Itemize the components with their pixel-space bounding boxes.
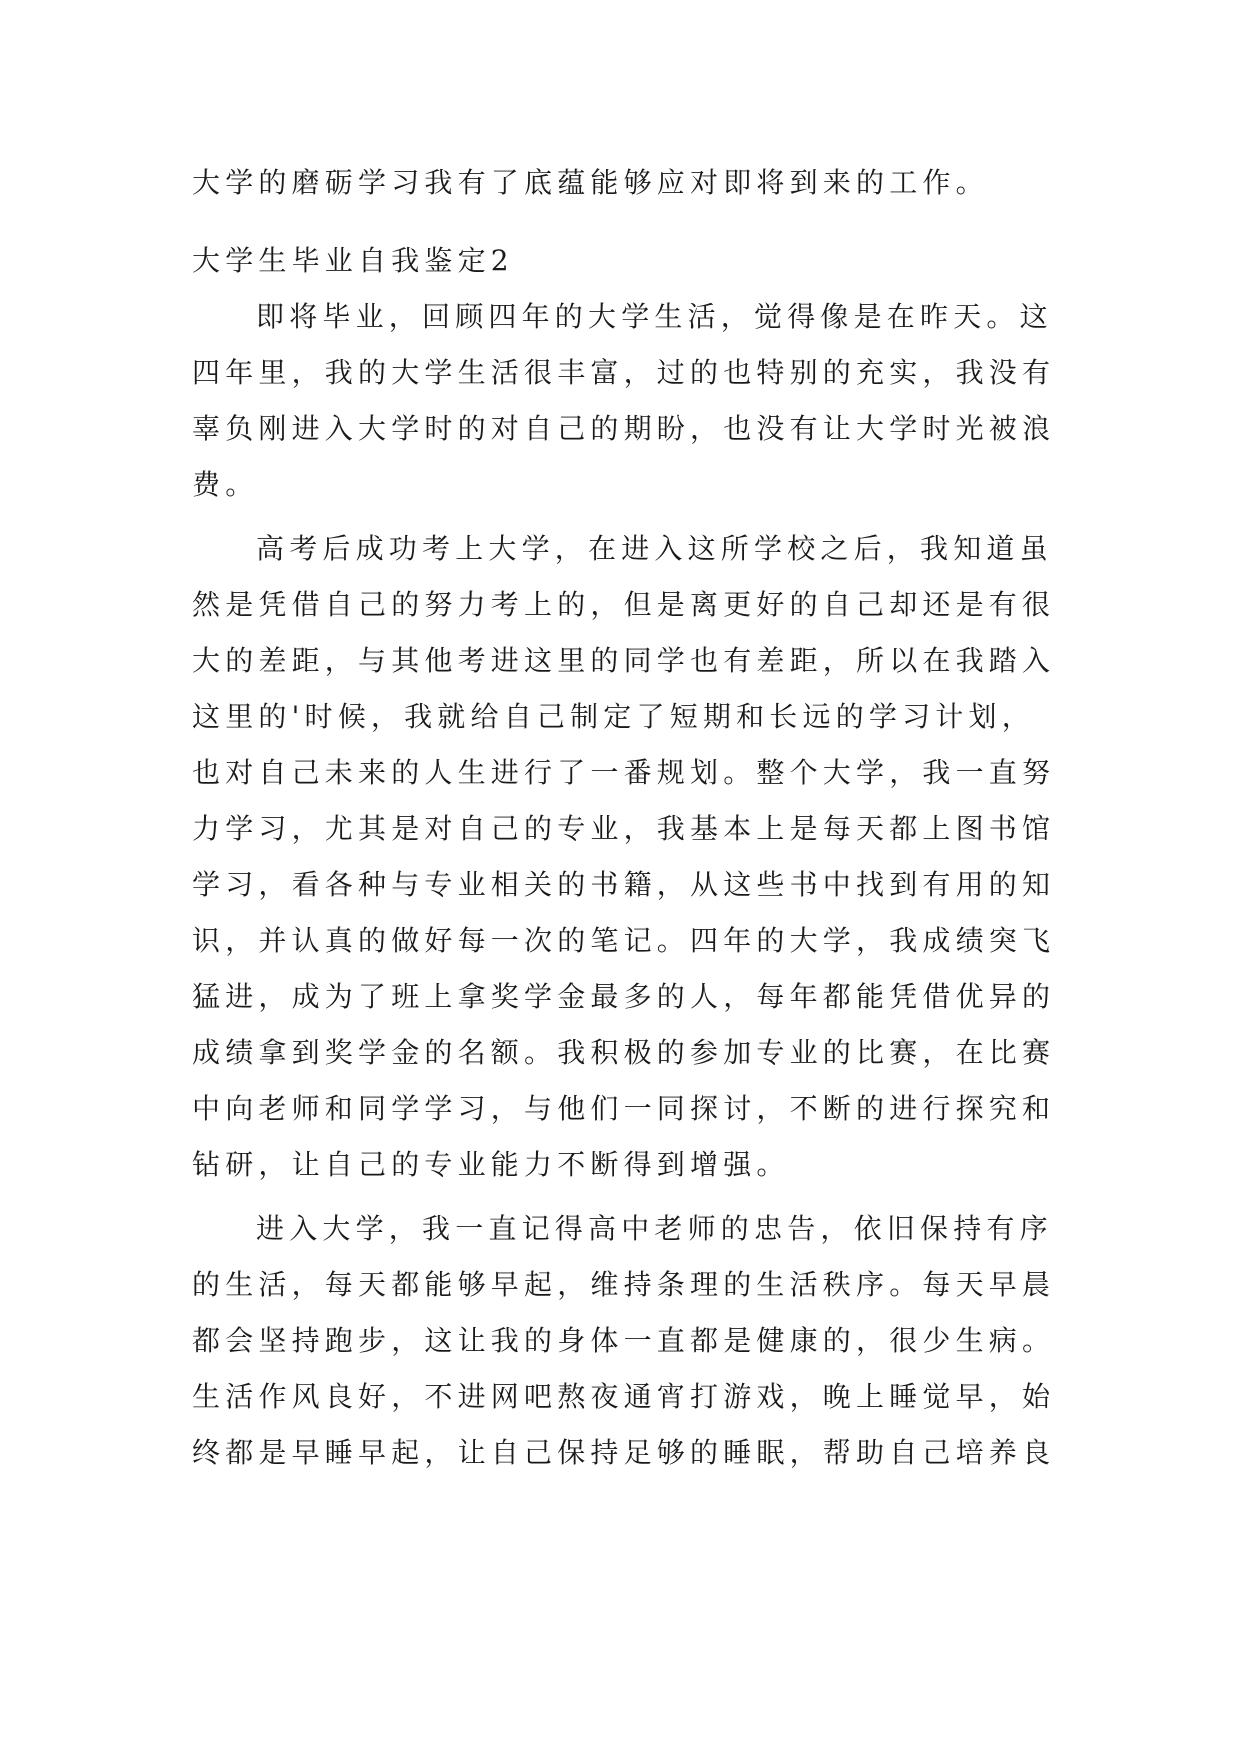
- paragraph-line: 猛进，成为了班上拿奖学金最多的人，每年都能凭借优异的: [192, 980, 1056, 1013]
- paragraph-1: [192, 289, 1056, 513]
- paragraph-3: [192, 1201, 1056, 1481]
- paragraph-line: 然是凭借自己的努力考上的，但是离更好的自己却还是有很: [192, 588, 1056, 621]
- paragraph-line: 大的差距，与其他考进这里的同学也有差距，所以在我踏入: [192, 644, 1056, 677]
- spacer: [192, 211, 1052, 233]
- paragraph-line: 进入大学，我一直记得高中老师的忠告，依旧保持有序: [256, 1212, 1053, 1245]
- paragraph-line: 即将毕业，回顾四年的大学生活，觉得像是在昨天。这: [256, 300, 1053, 333]
- paragraph-line: 这里的'时候，我就给自己制定了短期和长远的学习计划，: [192, 700, 1035, 733]
- paragraph-line: 辜负刚进入大学时的对自己的期盼，也没有让大学时光被浪: [192, 412, 1056, 445]
- paragraph-line: 识，并认真的做好每一次的笔记。四年的大学，我成绩突飞: [192, 924, 1056, 957]
- paragraph-line: 费。: [192, 468, 259, 501]
- section-heading: 大学生毕业自我鉴定2: [192, 244, 514, 277]
- paragraph-line: 生活作风良好，不进网吧熬夜通宵打游戏，晚上睡觉早，始: [192, 1380, 1056, 1413]
- spacer: [192, 513, 1052, 521]
- document-body: [192, 155, 1056, 1481]
- paragraph-line: 钻研，让自己的专业能力不断得到增强。: [192, 1148, 790, 1181]
- paragraph-line: 中向老师和同学学习，与他们一同探讨，不断的进行探究和: [192, 1092, 1056, 1125]
- paragraph-line: 的生活，每天都能够早起，维持条理的生活秩序。每天早晨: [192, 1268, 1056, 1301]
- paragraph-line: 高考后成功考上大学，在进入这所学校之后，我知道虽: [256, 532, 1053, 565]
- paragraph-line: 四年里，我的大学生活很丰富，过的也特别的充实，我没有: [192, 356, 1056, 389]
- paragraph-line: 学习，看各种与专业相关的书籍，从这些书中找到有用的知: [192, 868, 1056, 901]
- paragraph-2: [192, 521, 1056, 1193]
- spacer: [192, 1193, 1052, 1201]
- paragraph-line: 终都是早睡早起，让自己保持足够的睡眠，帮助自己培养良: [192, 1436, 1056, 1469]
- carryover-line: 大学的磨砺学习我有了底蕴能够应对即将到来的工作。: [192, 166, 989, 199]
- paragraph-line: 力学习，尤其是对自己的专业，我基本上是每天都上图书馆: [192, 812, 1056, 845]
- paragraph-line: 都会坚持跑步，这让我的身体一直都是健康的，很少生病。: [192, 1324, 1056, 1357]
- paragraph-line: 也对自己未来的人生进行了一番规划。整个大学，我一直努: [192, 756, 1056, 789]
- paragraph-line: 成绩拿到奖学金的名额。我积极的参加专业的比赛，在比赛: [192, 1036, 1056, 1069]
